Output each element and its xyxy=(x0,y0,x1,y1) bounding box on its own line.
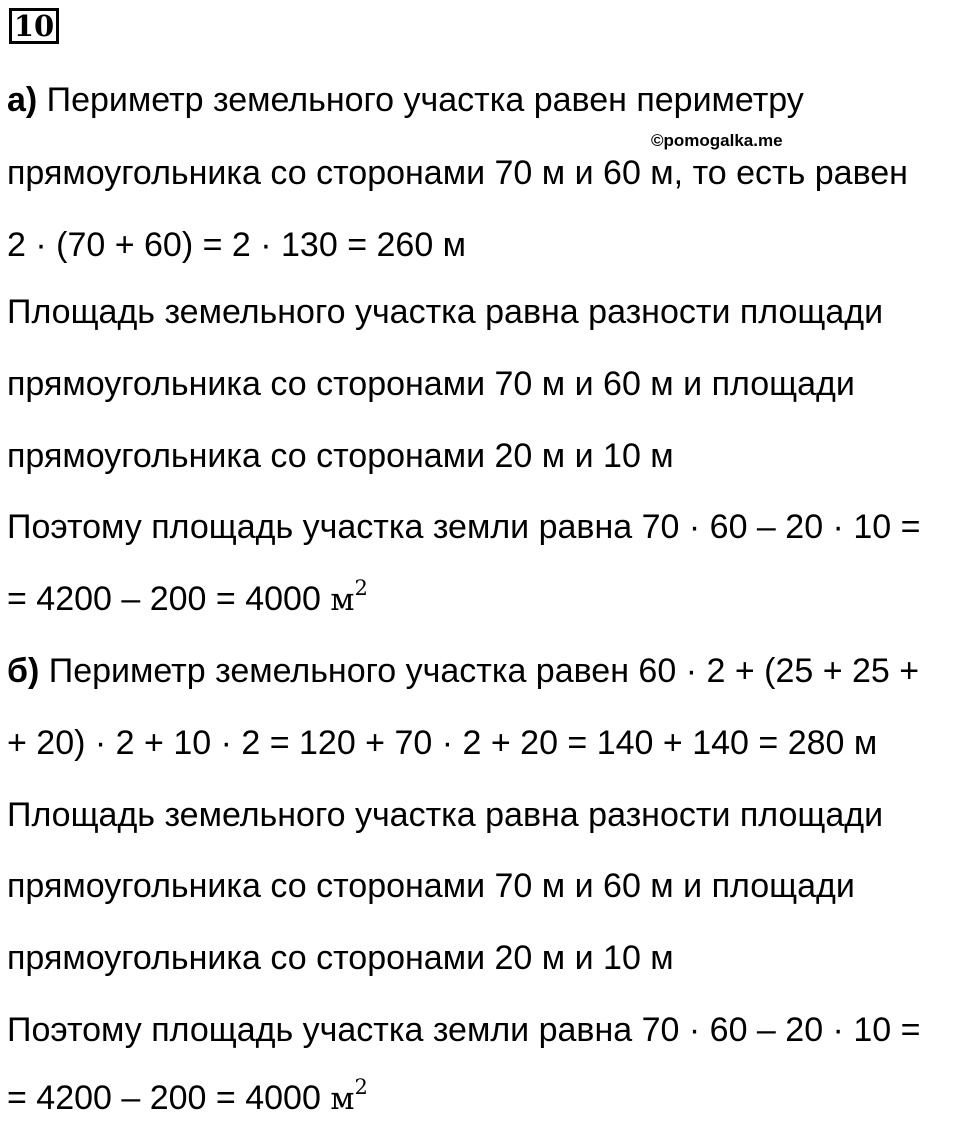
part-a-result xyxy=(7,576,368,620)
part-a-line-7: Поэтому площадь участка земли равна 70 · 60 – 20 · 10 = xyxy=(7,508,921,546)
part-b-line-3: Площадь земельного участка равна разности площади xyxy=(7,796,884,834)
part-b-line-1 xyxy=(7,651,919,691)
part-b-result xyxy=(7,1075,368,1119)
task-number: 10 xyxy=(9,8,59,44)
part-a-unit-m: м xyxy=(330,582,355,618)
part-b-line-6: Поэтому площадь участка земли равна 70 · 60 – 20 · 10 = xyxy=(7,1011,921,1049)
watermark: ©pomogalka.me xyxy=(651,131,783,150)
part-a-result-unit xyxy=(330,576,368,618)
part-a-line-6: прямоугольника со сторонами 20 м и 10 м xyxy=(7,437,674,475)
part-a-label: а) xyxy=(7,81,38,119)
part-a-result-text: = 4200 – 200 = 4000 xyxy=(7,580,331,618)
part-b-line-1-text: Периметр земельного участка равен 60 · 2 + (25 + 25 + xyxy=(39,652,920,690)
part-a-line-5: прямоугольника со сторонами 70 м и 60 м и площади xyxy=(7,365,855,403)
part-b-label: б) xyxy=(7,652,40,690)
part-a-unit-exponent: 2 xyxy=(354,576,368,600)
part-b-line-2: + 20) · 2 + 10 · 2 = 120 + 70 · 2 + 20 = 140 + 140 = 280 м xyxy=(7,724,878,762)
part-b-unit-m: м xyxy=(330,1081,355,1117)
part-b-unit-exponent: 2 xyxy=(354,1075,368,1099)
part-a-line-3: 2 · (70 + 60) = 2 · 130 = 260 м xyxy=(7,226,467,264)
part-a-line-2: прямоугольника со сторонами 70 м и 60 м, то есть равен xyxy=(7,154,908,192)
part-b-line-5: прямоугольника со сторонами 20 м и 10 м xyxy=(7,939,674,977)
part-b-result-text: = 4200 – 200 = 4000 xyxy=(7,1079,331,1117)
part-a-line-1 xyxy=(7,80,804,120)
part-a-line-4: Площадь земельного участка равна разности площади xyxy=(7,293,884,331)
part-b-line-4: прямоугольника со сторонами 70 м и 60 м и площади xyxy=(7,867,855,905)
part-b-result-unit xyxy=(330,1075,368,1117)
part-a-line-1-text: Периметр земельного участка равен периметру xyxy=(37,81,804,119)
